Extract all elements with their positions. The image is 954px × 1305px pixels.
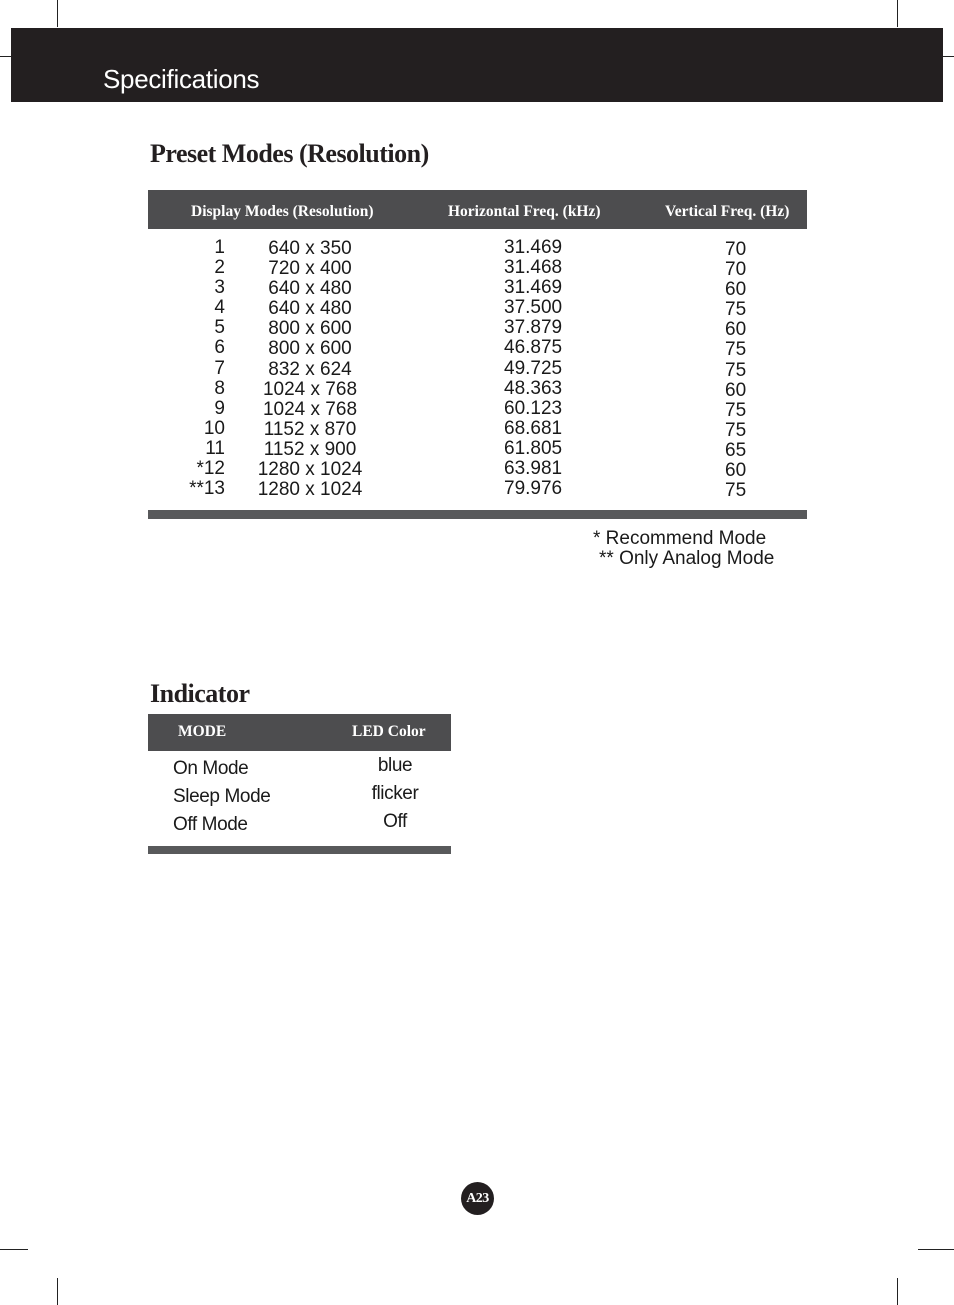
table-cell: On Mode [173,758,249,779]
table-cell: 60 [725,379,747,401]
indicator-led-column [345,752,445,836]
table-cell: 2 [214,257,225,279]
table-cell: 1280 x 1024 [257,479,363,501]
table-cell: 800 x 600 [268,318,352,340]
crop-mark [943,56,954,57]
table-cell: 60 [725,279,747,301]
crop-mark [0,56,11,57]
table-cell: 800 x 600 [268,338,352,360]
table-cell: 79.976 [504,478,563,500]
crop-mark [897,1278,898,1305]
indicator-table-header [148,714,451,751]
table-cell: Off [383,811,407,832]
table-cell: 8 [214,377,225,399]
footnote-analog: ** Only Analog Mode [599,548,775,569]
table-cell: 1152 x 870 [263,418,357,440]
table-cell: 37.500 [504,297,563,319]
indicator-mode-column [173,755,270,839]
table-cell: 68.681 [504,417,563,439]
table-cell: 640 x 480 [268,298,352,320]
indicator-heading: Indicator [150,679,250,708]
table-cell: 46.875 [504,337,563,359]
table-cell: 75 [725,480,747,502]
table-cell: 60 [725,319,747,341]
crop-mark [57,0,58,27]
table-cell: 1280 x 1024 [257,459,363,481]
table-cell: 75 [725,299,747,321]
table-cell: 75 [725,419,747,441]
table-cell: 60.123 [504,397,563,419]
table-cell: Sleep Mode [173,786,271,807]
table-cell: 6 [214,337,225,359]
crop-mark [0,1249,28,1250]
table-cell: 3 [214,277,225,299]
crop-mark [897,0,898,27]
col-header-vertical-freq: Vertical Freq. (Hz) [665,203,790,220]
table-cell: 11 [205,437,225,459]
page-title: Specifications [103,64,260,94]
table-cell: 37.879 [504,317,563,339]
mode-number-column [165,238,225,499]
table-cell: 1024 x 768 [262,398,358,420]
table-cell: 1 [214,237,225,258]
table-cell: **13 [189,478,225,500]
table-cell: 60 [725,460,747,482]
table-cell: 1024 x 768 [262,378,358,400]
page-number-badge: A23 [461,1182,494,1215]
col-header-mode: MODE [178,723,227,740]
table-cell: 75 [725,339,747,361]
col-header-display-modes: Display Modes (Resolution) [191,203,374,220]
preset-modes-heading: Preset Modes (Resolution) [150,139,429,168]
table-cell: 7 [214,357,225,379]
table-cell: 48.363 [504,377,563,399]
table-cell: 61.805 [504,437,563,459]
preset-table-footer-bar [148,510,807,519]
table-cell: 49.725 [504,357,563,379]
col-header-led-color: LED Color [352,723,426,740]
table-cell: blue [377,755,413,776]
table-cell: 31.468 [504,257,563,279]
table-cell: 31.469 [504,237,563,258]
table-cell: 640 x 350 [268,238,352,259]
horizontal-freq-column [504,238,584,499]
footnote-recommend: * Recommend Mode [593,528,767,549]
table-cell: 70 [725,259,747,281]
col-header-horizontal-freq: Horizontal Freq. (kHz) [448,203,601,220]
table-cell: 4 [214,297,225,319]
indicator-table-footer-bar [148,846,451,854]
table-cell: 10 [203,417,225,439]
table-cell: 1152 x 900 [263,438,357,460]
preset-table-header [148,190,807,229]
table-cell: 31.469 [504,277,563,299]
table-cell: *12 [196,458,225,480]
crop-mark [57,1278,58,1305]
table-cell: 640 x 480 [268,278,352,300]
table-cell: 63.981 [504,458,563,480]
table-cell: 9 [214,397,225,419]
table-cell: 75 [725,399,747,421]
table-cell: 720 x 400 [268,258,352,280]
table-cell: Off Mode [173,814,248,835]
crop-mark [918,1249,954,1250]
table-cell: 832 x 624 [268,358,352,380]
header-bar [11,28,943,102]
table-cell: 70 [725,239,747,260]
table-cell: 65 [725,439,747,461]
vertical-freq-column [725,240,765,501]
table-cell: 5 [214,317,225,339]
table-cell: 75 [725,359,747,381]
resolution-column [240,239,380,500]
table-cell: flicker [371,783,419,804]
